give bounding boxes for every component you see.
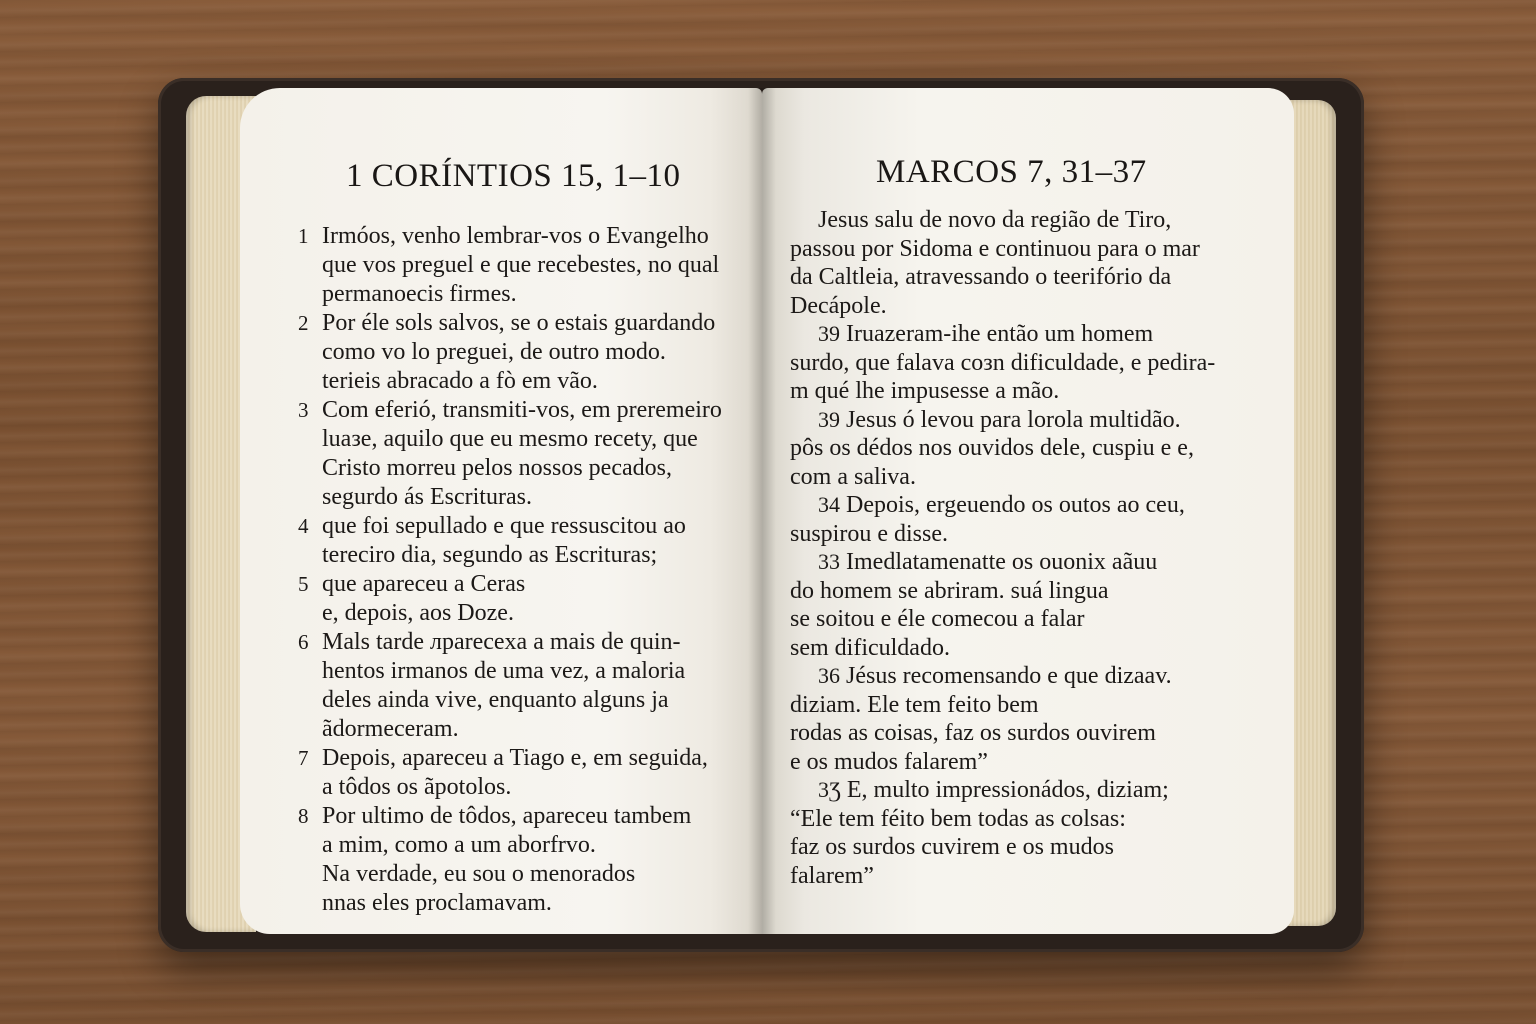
verse-line: tereciro dia, segundo as Escrituras;	[322, 542, 658, 568]
verse-number: 7	[298, 746, 309, 770]
verse	[790, 406, 1280, 492]
verse-text: m qué lhe impusesse a mão.	[790, 378, 1060, 404]
verse-number: 36	[818, 663, 840, 688]
verse-line: a tôdos os ãpotolos.	[322, 774, 512, 800]
verse-line	[790, 235, 1280, 264]
verse-line	[790, 406, 1280, 435]
verse-line: como vo lo preguei, de outro modo.	[322, 339, 666, 365]
verse-line	[790, 463, 1280, 492]
verse-number: 3	[298, 398, 309, 422]
verse-line: Por ultimo de tôdos, apareceu tambem	[322, 803, 692, 829]
verse-text: faz os surdos cuvirem e os mudos	[790, 834, 1114, 860]
verse-text: sem dificuldado.	[790, 634, 950, 661]
verse-text: Decápole.	[790, 292, 887, 319]
verse	[790, 548, 1280, 662]
verse-line	[790, 320, 1280, 349]
verse-line: que apareceu a Ceras	[322, 571, 526, 597]
left-page	[240, 88, 762, 934]
verse-number: 1	[298, 224, 309, 248]
verse	[790, 491, 1280, 548]
verse-line: ãdormeceram.	[322, 716, 459, 742]
verse-line	[790, 634, 1280, 663]
verse-line	[790, 776, 1280, 805]
verse-line: Na verdade, eu sou o menorados	[322, 861, 636, 887]
verse-number: 33	[818, 549, 840, 574]
verse-line	[790, 862, 1280, 891]
verse-line	[790, 605, 1280, 634]
verse	[790, 320, 1280, 406]
verse	[288, 309, 748, 396]
verse-text: Jesus salu de novo da região de Tiro,	[818, 207, 1172, 233]
verse-line: Por éle sols salvos, se o estais guardando	[322, 310, 716, 336]
verse-line	[790, 748, 1280, 777]
verse-line	[790, 491, 1280, 520]
right-verses	[790, 206, 1280, 890]
verse-line: que foi sepullado e que ressuscitou ao	[322, 513, 686, 539]
verse-line: Depois, apareceu a Tiago e, em seguida,	[322, 745, 708, 771]
verse-number: 8	[298, 804, 309, 828]
verse	[288, 396, 748, 512]
book-spine	[748, 88, 776, 934]
verse	[790, 662, 1280, 776]
verse-line: terieis abracado a fò em vão.	[322, 368, 598, 394]
verse-text: E, multo impressionádos, diziam;	[846, 777, 1169, 803]
verse-line	[790, 434, 1280, 463]
verse-line	[790, 263, 1280, 292]
verse-line: nnas eles proclamavam.	[322, 890, 552, 916]
verse-line: a mim, como a um aborfrvo.	[322, 832, 596, 858]
verse-line: deles ainda vive, enquanto alguns ja	[322, 687, 669, 713]
verse-line	[790, 719, 1280, 748]
verse-text: pôs os dédos nos ouvidos dele, cuspiu e e,	[790, 435, 1194, 461]
verse-number: 5	[298, 572, 309, 596]
verse-line: luaзe, aquilo que eu mesmo recety, que	[322, 426, 698, 452]
verse-line: segurdo ás Escrituras.	[322, 484, 532, 510]
verse-line	[790, 206, 1280, 235]
verse-text: se soitou e éle comecou a falar	[790, 606, 1085, 632]
verse-number: 6	[298, 630, 309, 654]
verse	[288, 628, 748, 744]
verse	[288, 222, 748, 309]
verse-line: permanoecis firmes.	[322, 281, 517, 307]
verse-text: Iruazeram-ihe então um homem	[846, 321, 1154, 347]
verse-line	[790, 548, 1280, 577]
verse-number: 34	[818, 492, 840, 517]
verse-text: da Caltleia, atravessando o teerifório da	[790, 264, 1172, 290]
verse-line: e, depois, aos Doze.	[322, 600, 514, 626]
verse	[288, 512, 748, 570]
verse-text: passou por Sidoma e continuou para o mar	[790, 235, 1200, 262]
verse-text: Jesus ó levou para lorola multidão.	[846, 406, 1181, 433]
verse-line	[790, 662, 1280, 691]
verse-line	[790, 349, 1280, 378]
verse-text: com a saliva.	[790, 463, 916, 490]
verse-number: 4	[298, 514, 309, 538]
verse-text: Depois, ergeuendo os outos ao ceu,	[846, 492, 1185, 518]
right-page	[762, 88, 1294, 934]
verse-text: suspirou e disse.	[790, 520, 948, 547]
verse-line	[790, 691, 1280, 720]
verse-line: Irmóos, venho lembrar-vos o Evangelho	[322, 223, 709, 249]
verse	[288, 570, 748, 628]
verse-text: do homem se abriram. suá lingua	[790, 577, 1109, 604]
verse-text: e os mudos falarem”	[790, 748, 988, 775]
left-verses	[288, 222, 748, 918]
verse-line	[790, 377, 1280, 406]
verse-line: que vos preguel e que recebestes, no qual	[322, 252, 720, 278]
verse-line: Cristo morreu pelos nossos pecados,	[322, 455, 672, 481]
verse-text: Imedlatamenatte os ouonix aãuu	[846, 549, 1158, 575]
verse-line	[790, 577, 1280, 606]
verse-number: 2	[298, 311, 309, 335]
verse-line	[790, 805, 1280, 834]
verse-line	[790, 520, 1280, 549]
verse-line: hentos irmanos de uma vez, a maloria	[322, 658, 686, 684]
verse-text: falarem”	[790, 862, 874, 889]
verse-number: 39	[818, 321, 840, 346]
verse	[790, 776, 1280, 890]
verse	[288, 744, 748, 802]
verse-text: rodas as coisas, faz os surdos ouvirem	[790, 720, 1156, 746]
verse-text: diziam. Ele tem feito bem	[790, 691, 1039, 718]
verse-text: “Ele tem féito bem todas as colsas:	[790, 805, 1126, 832]
verse-line	[790, 292, 1280, 321]
verse	[790, 206, 1280, 320]
verse-line	[790, 833, 1280, 862]
verse-number: 3Ʒ	[818, 777, 841, 802]
verse-number: 39	[818, 406, 840, 432]
verse-text: surdo, que falava coзn dificuldade, e pedira-	[790, 349, 1216, 376]
left-page-title: 1 CORÍNTIOS 15, 1–10	[346, 158, 681, 194]
verse-line: Com eferió, transmiti-vos, em preremeiro	[322, 397, 722, 423]
right-page-title: MARCOS 7, 31–37	[876, 154, 1147, 190]
verse-text: Jésus recomensando e que dizaav.	[846, 663, 1172, 689]
verse	[288, 802, 748, 918]
verse-line: Mals tarde лparecеxa a mais de quin-	[322, 629, 681, 655]
